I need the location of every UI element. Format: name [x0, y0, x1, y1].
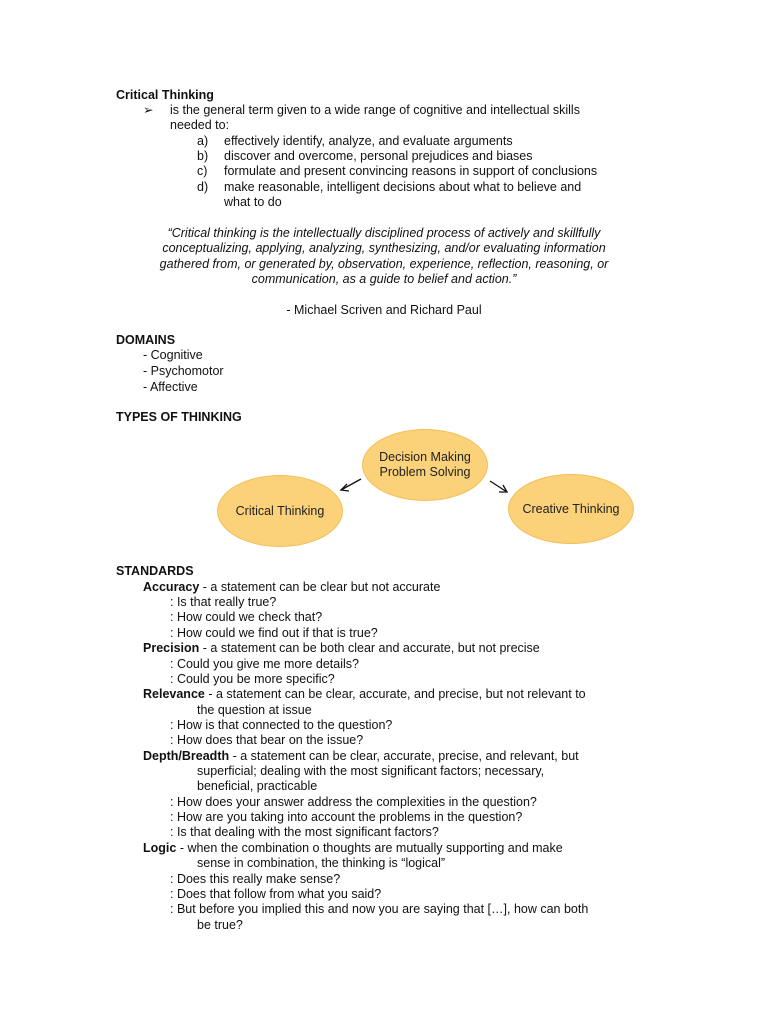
list-item: formulate and present convincing reasons in support of conclusions	[224, 164, 598, 178]
standard-question: : How does your answer address the complexities in the question?	[170, 795, 537, 809]
standard-question: : Is that really true?	[170, 595, 277, 609]
standard-question: : How could we find out if that is true?	[170, 626, 378, 640]
quote-line: communication, as a guide to belief and action.”	[251, 272, 517, 286]
critical-thinking-heading: Critical Thinking	[116, 88, 214, 102]
list-marker: c)	[197, 164, 208, 178]
list-item: make reasonable, intelligent decisions about what to believe and	[224, 180, 582, 194]
list-marker: b)	[197, 149, 209, 163]
standard-question-continuation: be true?	[197, 918, 243, 932]
list-marker: a)	[197, 134, 209, 148]
standard-term: Accuracy	[143, 580, 200, 594]
standard-desc: - when the combination o thoughts are mutually supporting and make	[176, 841, 563, 855]
standard-relevance	[143, 687, 586, 702]
quote-line: “Critical thinking is the intellectually disciplined process of actively and skillfully	[167, 226, 601, 240]
ellipse-label-line: Problem Solving	[379, 465, 471, 479]
list-item: effectively identify, analyze, and evaluate arguments	[224, 134, 513, 148]
standard-question: : How is that connected to the question?	[170, 718, 393, 732]
ellipse-label: Critical Thinking	[235, 503, 325, 518]
standard-logic	[143, 841, 563, 856]
quote-attribution: - Michael Scriven and Richard Paul	[286, 303, 482, 317]
standard-desc-continuation: beneficial, practicable	[197, 779, 318, 793]
standard-precision	[143, 641, 540, 656]
left-arrow-line	[341, 479, 361, 490]
intro-text-line2: needed to:	[170, 118, 230, 132]
list-item-continuation: what to do	[224, 195, 282, 209]
standard-question: : How does that bear on the issue?	[170, 733, 364, 747]
standard-question: : Is that dealing with the most significant factors?	[170, 825, 439, 839]
standard-question: : Could you give me more details?	[170, 657, 359, 671]
quote-line: conceptualizing, applying, analyzing, synthesizing, and/or evaluating information	[162, 241, 606, 255]
standard-term: Logic	[143, 841, 177, 855]
types-heading: TYPES OF THINKING	[116, 410, 242, 424]
list-item: discover and overcome, personal prejudices and biases	[224, 149, 533, 163]
standard-desc: - a statement can be clear but not accurate	[199, 580, 441, 594]
standard-question: : How are you taking into account the problems in the question?	[170, 810, 523, 824]
ellipse-label-line: Decision Making	[379, 450, 471, 464]
domain-item: - Psychomotor	[143, 364, 224, 378]
standard-desc-continuation: superficial; dealing with the most significant factors; necessary,	[197, 764, 545, 778]
quote-line: gathered from, or generated by, observation, experience, reflection, reasoning, or	[159, 257, 609, 271]
standard-question: : But before you implied this and now you are saying that […], how can both	[170, 902, 589, 916]
standard-desc-continuation: sense in combination, the thinking is “logical”	[197, 856, 446, 870]
standard-term: Precision	[143, 641, 200, 655]
standard-term: Relevance	[143, 687, 205, 701]
standard-desc: - a statement can be clear, accurate, and precise, but not relevant to	[204, 687, 586, 701]
standard-desc: - a statement can be clear, accurate, precise, and relevant, but	[229, 749, 579, 763]
domains-heading: DOMAINS	[116, 333, 176, 347]
standard-depth-breadth	[143, 749, 579, 764]
domain-item: - Cognitive	[143, 348, 203, 362]
right-arrowhead	[499, 485, 507, 492]
standard-desc-continuation: the question at issue	[197, 703, 312, 717]
standard-term: Depth/Breadth	[143, 749, 230, 763]
standard-accuracy	[143, 580, 440, 595]
standard-question: : How could we check that?	[170, 610, 323, 624]
standard-question: : Could you be more specific?	[170, 672, 335, 686]
standard-question: : Does this really make sense?	[170, 872, 341, 886]
arrow-bullet-icon: ➢	[143, 103, 154, 117]
domain-item: - Affective	[143, 380, 198, 394]
intro-text-line1: is the general term given to a wide range of cognitive and intellectual skills	[170, 103, 580, 117]
ellipse-label: Creative Thinking	[522, 501, 620, 516]
standard-question: : Does that follow from what you said?	[170, 887, 382, 901]
standard-desc: - a statement can be both clear and accurate, but not precise	[199, 641, 540, 655]
standards-heading: STANDARDS	[116, 564, 194, 578]
list-marker: d)	[197, 180, 209, 194]
